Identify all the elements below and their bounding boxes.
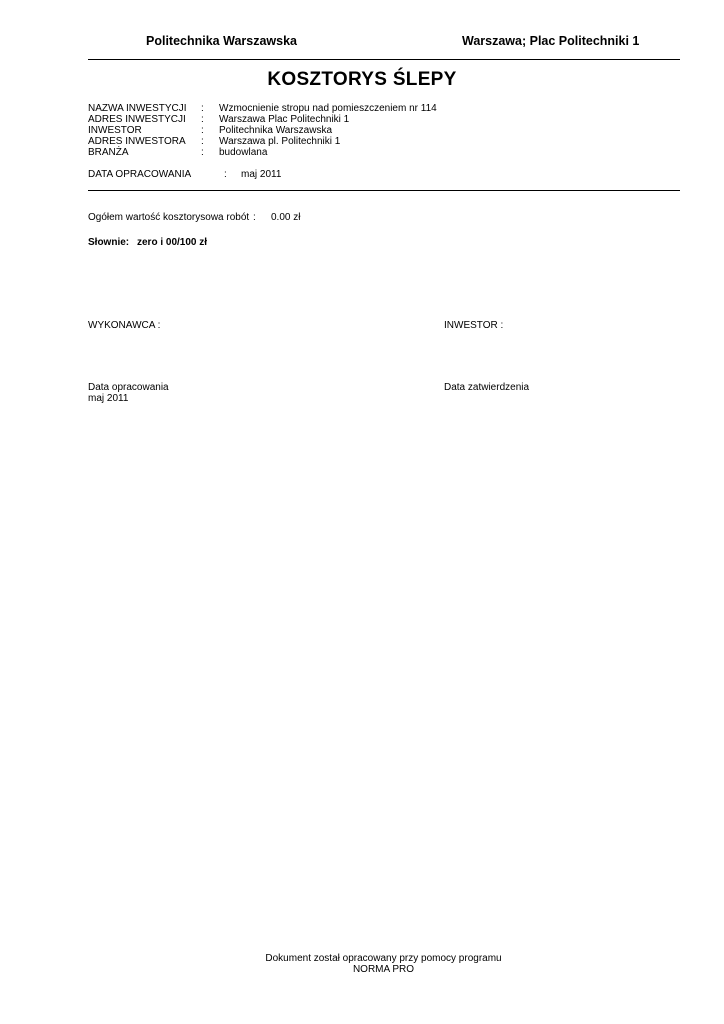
contractor-signature-label: WYKONAWCA : — [88, 320, 161, 331]
field-label-investment-name: NAZWA INWESTYCJI — [88, 103, 187, 114]
footer-note — [0, 953, 724, 975]
field-colon: : — [201, 103, 204, 114]
details-divider — [88, 190, 680, 191]
investor-signature-label: INWESTOR : — [444, 320, 504, 331]
field-label-investor: INWESTOR — [88, 125, 142, 136]
document-title: KOSZTORYS ŚLEPY — [267, 69, 457, 90]
field-value-industry: budowlana — [219, 147, 268, 158]
field-value-investment-address: Warszawa Plac Politechniki 1 — [219, 114, 350, 125]
field-value-date: maj 2011 — [241, 169, 282, 180]
field-value-investment-name: Wzmocnienie stropu nad pomieszczeniem nr 114 — [219, 103, 437, 114]
total-cost-colon: : — [253, 212, 256, 223]
field-colon: : — [201, 136, 204, 147]
field-colon: : — [201, 125, 204, 136]
approved-date-label: Data zatwierdzenia — [444, 382, 530, 393]
header-company: Politechnika Warszawska — [146, 34, 297, 48]
prepared-date-label: Data opracowania — [88, 382, 169, 393]
field-label-date: DATA OPRACOWANIA — [88, 169, 192, 180]
header-divider — [88, 59, 680, 60]
amount-in-words-label: Słownie: — [88, 237, 130, 248]
field-colon: : — [224, 169, 227, 180]
field-colon: : — [201, 147, 204, 158]
field-label-investor-address: ADRES INWESTORA — [88, 136, 186, 147]
field-value-investor: Politechnika Warszawska — [219, 125, 333, 136]
header-address: Warszawa; Plac Politechniki 1 — [462, 34, 640, 48]
amount-in-words-value: zero i 00/100 zł — [137, 237, 208, 248]
field-label-industry: BRANŻA — [88, 147, 129, 158]
field-colon: : — [201, 114, 204, 125]
footer-line-2: NORMA PRO — [352, 964, 415, 975]
prepared-date-value: maj 2011 — [88, 393, 129, 404]
total-cost-value: 0.00 zł — [271, 212, 301, 223]
total-cost-label: Ogółem wartość kosztorysowa robót — [88, 212, 250, 223]
footer-line-1: Dokument został opracowany przy pomocy programu — [265, 953, 502, 964]
field-value-investor-address: Warszawa pl. Politechniki 1 — [219, 136, 341, 147]
field-label-investment-address: ADRES INWESTYCJI — [88, 114, 186, 125]
